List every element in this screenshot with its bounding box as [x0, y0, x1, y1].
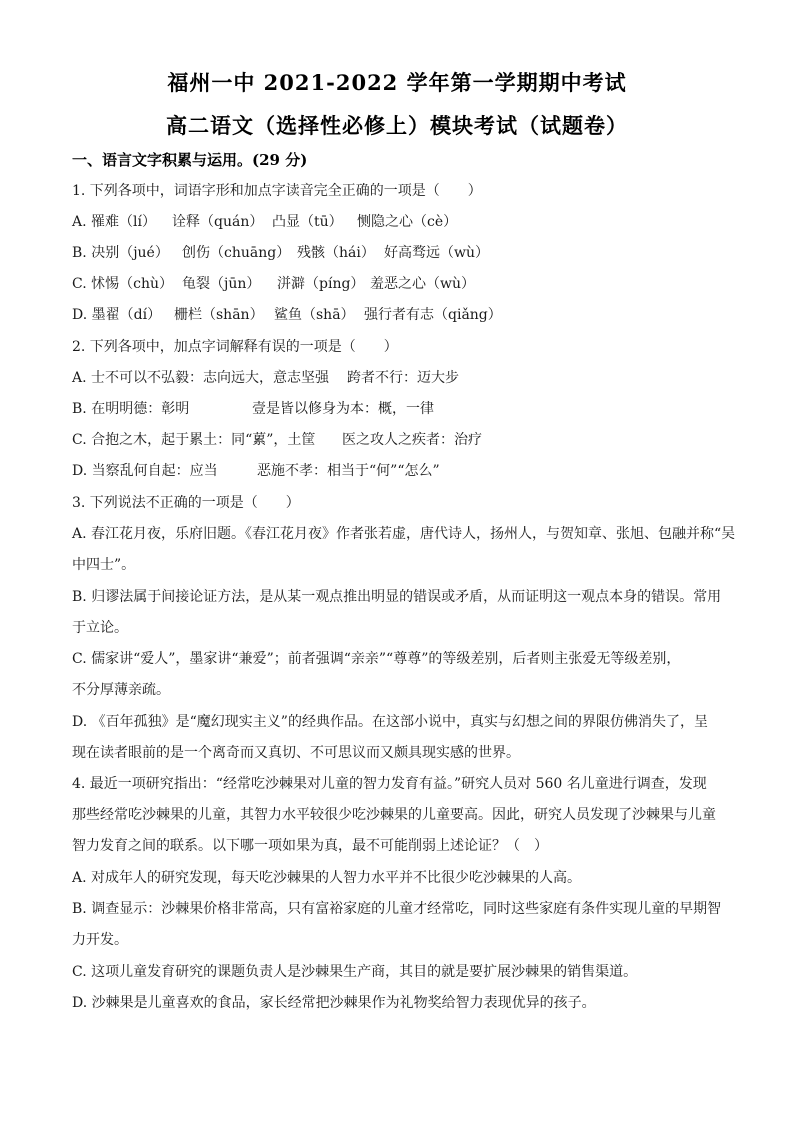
q2-option-d: [72, 461, 732, 481]
q1-d-word4: 强行者有志（qiǎng）: [364, 307, 502, 323]
q3-option-b-line2: 于立论。: [72, 620, 128, 636]
q3-option-c-line1: C. 儒家讲“爱人”，墨家讲“兼爱”；前者强调“亲亲”“尊尊”的等级差别，后者则主张爱无等级差别，: [72, 651, 681, 667]
q4-option-d: D. 沙棘果是儿童喜欢的食品，家长经常把沙棘果作为礼物奖给智力表现优异的孩子。: [72, 995, 596, 1011]
q1-c-word1: C. 怵惕（chù）: [72, 276, 173, 292]
q4-option-a: A. 对成年人的研究发现，每天吃沙棘果的人智力水平并不比很少吃沙棘果的人高。: [72, 870, 582, 886]
q1-b-word2: 创伤（chuāng）: [182, 245, 291, 261]
q1-option-c: [72, 274, 732, 294]
q3-stem: 3. 下列说法不正确的一项是（ ）: [72, 495, 300, 511]
q3-option-d-line2: 现在读者眼前的是一个离奇而又真切、不可思议而又颇具现实感的世界。: [72, 745, 520, 761]
q1-d-word3: 鲨鱼（shā）: [274, 307, 355, 323]
q1-c-word4: 羞恶之心（wù）: [370, 276, 475, 292]
exam-subtitle: 高二语文（选择性必修上）模块考试（试题卷）: [166, 113, 628, 138]
q4-stem-line1: 4. 最近一项研究指出：“经常吃沙棘果对儿童的智力发育有益。”研究人员对 560 名儿童进行调查，发现: [72, 776, 707, 792]
exam-title: 福州一中 2021-2022 学年第一学期期中考试: [167, 70, 627, 95]
q2-a-part1: A. 士不可以不弘毅：志向远大，意志坚强: [72, 370, 330, 386]
q1-c-word3: 洴澼（píng）: [277, 276, 365, 292]
q2-d-part1: D. 当察乱何自起：应当: [72, 463, 218, 479]
q2-c-part2: 医之攻人之疾者：治疗: [342, 432, 482, 448]
section-heading: 一、语言文字积累与运用。(29 分): [72, 151, 308, 169]
q1-option-b: [72, 243, 732, 263]
q2-option-c: [72, 430, 732, 450]
q2-stem: 2. 下列各项中，加点字词解释有误的一项是（ ）: [72, 339, 398, 355]
q4-stem-line3: 智力发育之间的联系。以下哪一项如果为真，最不可能削弱上述论证？（ ）: [72, 838, 548, 854]
q4-option-c: C. 这项儿童发育研究的课题负责人是沙棘果生产商，其目的就是要扩展沙棘果的销售渠道。: [72, 964, 638, 980]
q4-option-b-line2: 力开发。: [72, 932, 128, 948]
q2-option-b: [72, 399, 732, 419]
q2-a-part2: 跨者不行：迈大步: [347, 370, 459, 386]
q1-d-word2: 栅栏（shān）: [174, 307, 264, 323]
q3-option-a-line2: 中四士”。: [72, 557, 136, 573]
q2-c-part1: C. 合抱之木，起于累土：同“蔂”，土筐: [72, 432, 316, 448]
q3-option-d-line1: D. 《百年孤独》是“魔幻现实主义”的经典作品。在这部小说中，真实与幻想之间的界限仿佛消失了，呈: [72, 714, 708, 730]
q4-stem-line2: 那些经常吃沙棘果的儿童，其智力水平较很少吃沙棘果的儿童要高。因此，研究人员发现了沙棘果与儿童: [72, 807, 716, 823]
q1-option-d: [72, 305, 732, 325]
q3-option-b-line1: B. 归谬法属于间接论证方法，是从某一观点推出明显的错误或矛盾，从而证明这一观点本身的错误。常用: [72, 589, 722, 605]
q1-option-a: [72, 212, 732, 232]
q2-option-a: [72, 368, 732, 388]
q1-a-word2: 诠释（quán）: [172, 214, 264, 230]
q1-b-word1: B. 决别（jué）: [72, 245, 169, 261]
q2-b-part1: B. 在明明德：彰明: [72, 401, 190, 417]
q1-a-word3: 凸显（tū）: [272, 214, 343, 230]
q1-c-word2: 龟裂（jūn）: [182, 276, 261, 292]
q3-option-c-line2: 不分厚薄亲疏。: [72, 682, 170, 698]
q2-b-part2: 壹是皆以修身为本：概，一律: [252, 401, 434, 417]
q4-option-b-line1: B. 调查显示：沙棘果价格非常高，只有富裕家庭的儿童才经常吃，同时这些家庭有条件实现儿童的早期智: [72, 901, 722, 917]
q1-b-word3: 残骸（hái）: [297, 245, 375, 261]
q1-a-word4: 恻隐之心（cè）: [357, 214, 458, 230]
q1-stem: 1. 下列各项中，词语字形和加点字读音完全正确的一项是（ ）: [72, 183, 482, 199]
q1-b-word4: 好高骛远（wù）: [384, 245, 489, 261]
q1-d-word1: D. 墨翟（dí）: [72, 307, 162, 323]
q3-option-a-line1: A. 春江花月夜，乐府旧题。《春江花月夜》作者张若虚，唐代诗人，扬州人，与贺知章、张旭、包融并称“吴: [72, 526, 736, 542]
q2-d-part2: 恶施不孝：相当于“何”“怎么”: [257, 463, 440, 479]
q1-a-word1: A. 罹难（lí）: [72, 214, 156, 230]
